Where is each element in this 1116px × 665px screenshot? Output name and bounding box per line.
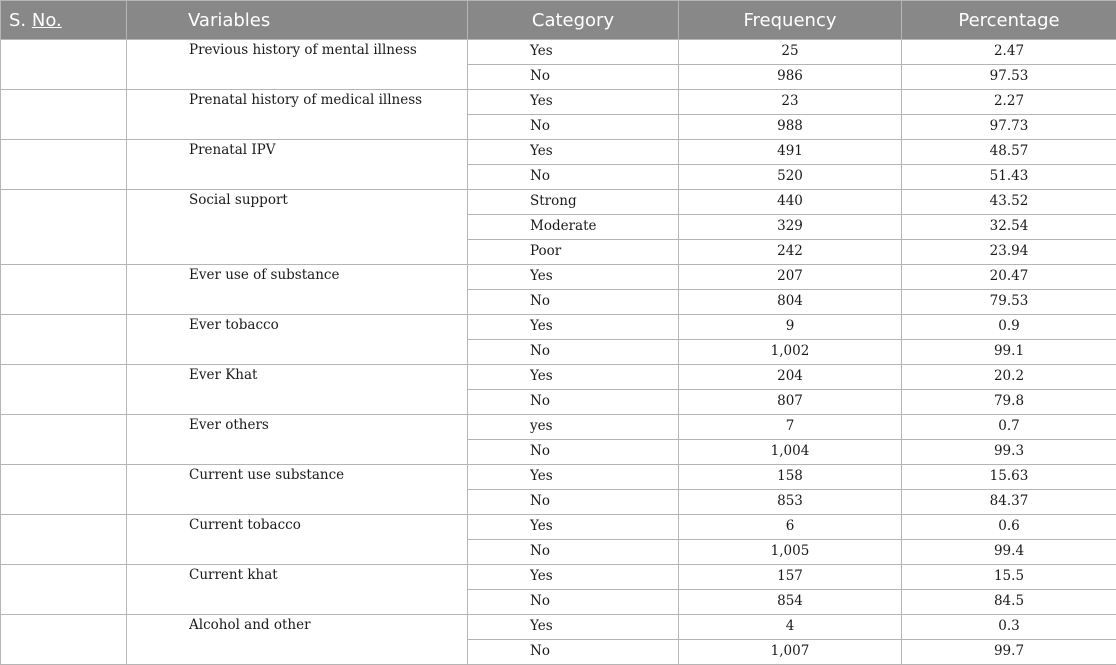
frequency-cell: 1,007 (679, 640, 902, 665)
header-sno (1, 1, 127, 40)
sno-cell (1, 40, 127, 90)
variable-cell: Ever use of substance (127, 265, 468, 315)
category-cell: Yes (468, 465, 679, 490)
frequency-cell: 986 (679, 65, 902, 90)
table-row (1, 365, 1116, 390)
frequency-cell: 853 (679, 490, 902, 515)
frequency-cell: 4 (679, 615, 902, 640)
category-cell: Strong (468, 190, 679, 215)
header-percentage: Percentage (902, 1, 1116, 40)
percentage-cell: 84.5 (902, 590, 1116, 615)
percentage-cell: 43.52 (902, 190, 1116, 215)
variable-cell: Current khat (127, 565, 468, 615)
header-sno-underlined: No. (32, 10, 62, 31)
header-category: Category (468, 1, 679, 40)
category-cell: No (468, 115, 679, 140)
table-row (1, 315, 1116, 340)
table-row (1, 265, 1116, 290)
category-cell: No (468, 490, 679, 515)
variable-cell: Prenatal history of medical illness (127, 90, 468, 140)
frequency-cell: 520 (679, 165, 902, 190)
table-row (1, 515, 1116, 540)
category-cell: Moderate (468, 215, 679, 240)
frequency-cell: 854 (679, 590, 902, 615)
percentage-cell: 2.27 (902, 90, 1116, 115)
variable-cell: Ever Khat (127, 365, 468, 415)
frequency-cell: 988 (679, 115, 902, 140)
category-cell: Yes (468, 315, 679, 340)
table-row (1, 90, 1116, 115)
category-cell: No (468, 590, 679, 615)
percentage-cell: 99.4 (902, 540, 1116, 565)
category-cell: Yes (468, 565, 679, 590)
percentage-cell: 79.8 (902, 390, 1116, 415)
table-row (1, 40, 1116, 65)
variable-cell: Ever others (127, 415, 468, 465)
percentage-cell: 0.6 (902, 515, 1116, 540)
percentage-cell: 99.7 (902, 640, 1116, 665)
category-cell: Yes (468, 90, 679, 115)
sno-cell (1, 90, 127, 140)
frequency-cell: 23 (679, 90, 902, 115)
sno-cell (1, 615, 127, 665)
percentage-cell: 0.3 (902, 615, 1116, 640)
percentage-cell: 79.53 (902, 290, 1116, 315)
frequency-cell: 1,005 (679, 540, 902, 565)
frequency-cell: 204 (679, 365, 902, 390)
percentage-cell: 97.53 (902, 65, 1116, 90)
variable-cell: Current tobacco (127, 515, 468, 565)
table-row (1, 465, 1116, 490)
variable-cell: Social support (127, 190, 468, 265)
percentage-cell: 2.47 (902, 40, 1116, 65)
category-cell: Poor (468, 240, 679, 265)
category-cell: No (468, 165, 679, 190)
percentage-cell: 15.63 (902, 465, 1116, 490)
percentage-cell: 99.3 (902, 440, 1116, 465)
percentage-cell: 51.43 (902, 165, 1116, 190)
frequency-cell: 158 (679, 465, 902, 490)
category-cell: Yes (468, 265, 679, 290)
percentage-cell: 97.73 (902, 115, 1116, 140)
frequency-cell: 804 (679, 290, 902, 315)
frequency-cell: 25 (679, 40, 902, 65)
category-cell: Yes (468, 365, 679, 390)
table-row (1, 615, 1116, 640)
category-cell: No (468, 640, 679, 665)
table-row (1, 565, 1116, 590)
category-cell: yes (468, 415, 679, 440)
sno-cell (1, 415, 127, 465)
sno-cell (1, 565, 127, 615)
percentage-cell: 23.94 (902, 240, 1116, 265)
category-cell: No (468, 390, 679, 415)
percentage-cell: 20.47 (902, 265, 1116, 290)
frequency-cell: 7 (679, 415, 902, 440)
category-cell: No (468, 540, 679, 565)
sno-cell (1, 190, 127, 265)
category-cell: No (468, 290, 679, 315)
percentage-cell: 99.1 (902, 340, 1116, 365)
percentage-cell: 15.5 (902, 565, 1116, 590)
percentage-cell: 84.37 (902, 490, 1116, 515)
header-row (1, 1, 1116, 40)
percentage-cell: 48.57 (902, 140, 1116, 165)
variable-cell: Prenatal IPV (127, 140, 468, 190)
sno-cell (1, 465, 127, 515)
percentage-cell: 32.54 (902, 215, 1116, 240)
variable-cell: Previous history of mental illness (127, 40, 468, 90)
frequency-cell: 491 (679, 140, 902, 165)
table-row (1, 140, 1116, 165)
percentage-cell: 20.2 (902, 365, 1116, 390)
sno-cell (1, 315, 127, 365)
sno-cell (1, 365, 127, 415)
sno-cell (1, 515, 127, 565)
sno-cell (1, 140, 127, 190)
category-cell: No (468, 65, 679, 90)
variable-cell: Ever tobacco (127, 315, 468, 365)
frequency-cell: 807 (679, 390, 902, 415)
frequency-cell: 207 (679, 265, 902, 290)
table-body (1, 40, 1116, 665)
table-row (1, 190, 1116, 215)
frequency-cell: 1,004 (679, 440, 902, 465)
variable-cell: Current use substance (127, 465, 468, 515)
category-cell: No (468, 440, 679, 465)
header-sno-prefix: S. (9, 10, 32, 31)
frequency-cell: 1,002 (679, 340, 902, 365)
category-cell: Yes (468, 40, 679, 65)
frequency-cell: 242 (679, 240, 902, 265)
header-variables: Variables (127, 1, 468, 40)
category-cell: Yes (468, 515, 679, 540)
category-cell: Yes (468, 140, 679, 165)
table-row (1, 415, 1116, 440)
variable-cell: Alcohol and other (127, 615, 468, 665)
frequency-cell: 440 (679, 190, 902, 215)
frequency-cell: 329 (679, 215, 902, 240)
sno-cell (1, 265, 127, 315)
percentage-cell: 0.7 (902, 415, 1116, 440)
frequency-cell: 9 (679, 315, 902, 340)
table-header (1, 1, 1116, 40)
header-frequency: Frequency (679, 1, 902, 40)
category-cell: No (468, 340, 679, 365)
frequency-cell: 157 (679, 565, 902, 590)
frequency-cell: 6 (679, 515, 902, 540)
category-cell: Yes (468, 615, 679, 640)
percentage-cell: 0.9 (902, 315, 1116, 340)
